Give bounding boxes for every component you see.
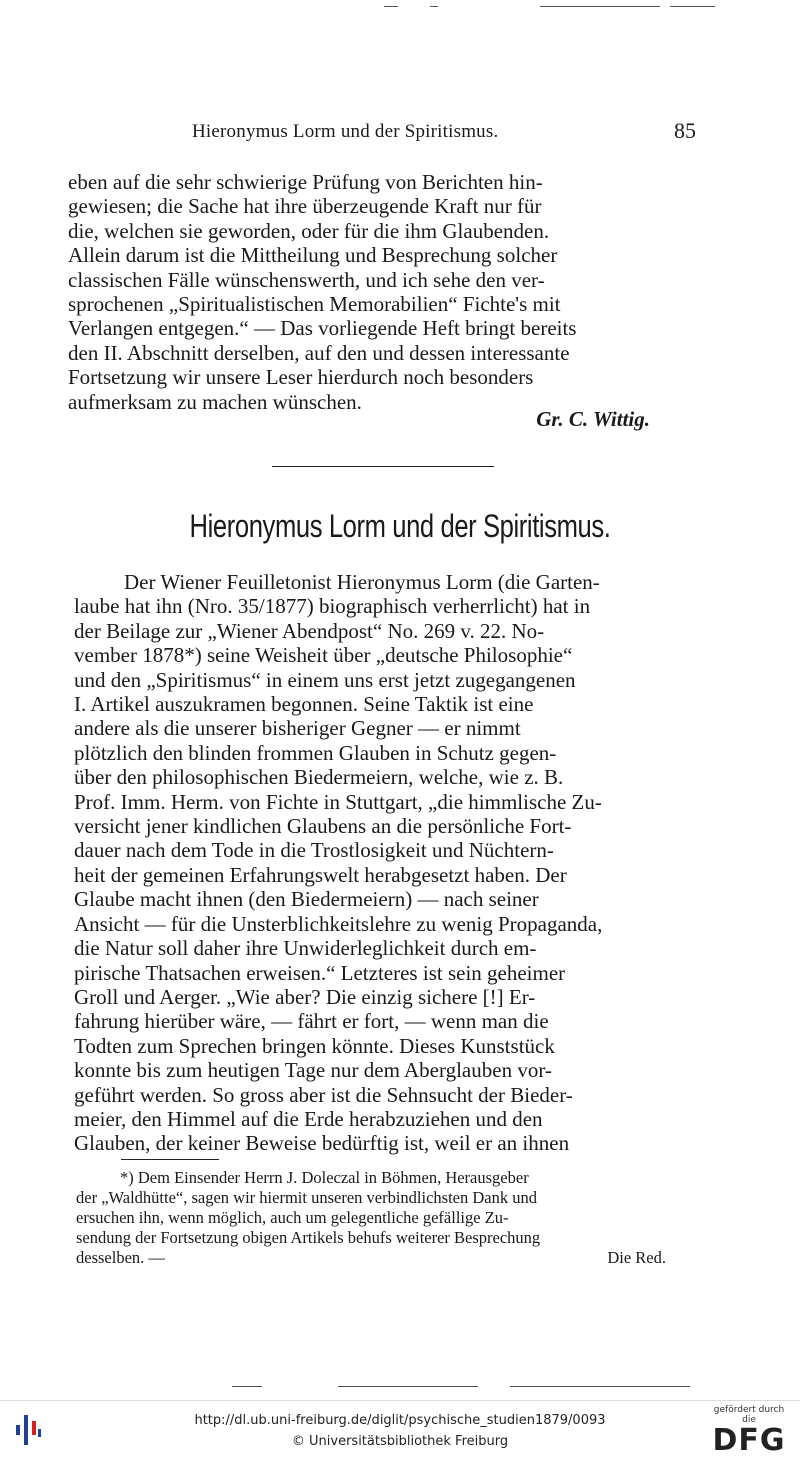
scan-mark (384, 6, 398, 7)
copyright-notice: © Universitätsbibliothek Freiburg (291, 1434, 509, 1449)
text-line: Glauben, der keiner Beweise bedürftig ist, weil er an ihnen (74, 1131, 570, 1156)
footnote-signature: Die Red. (607, 1248, 666, 1267)
text-line: aufmerksam zu machen wünschen. (68, 389, 362, 414)
footnote-line: desselben. — (76, 1248, 165, 1267)
scan-mark (510, 1386, 690, 1387)
text-line: Glaube macht ihnen (den Biedermeiern) — nach seiner (74, 887, 539, 912)
text-line: Allein darum ist die Mittheilung und Besprechung solcher (68, 243, 558, 268)
text-line: gewiesen; die Sache hat ihre überzeugende Kraft nur für (68, 194, 542, 219)
text-line: classischen Fälle wünschenswerth, und ich sehe den ver- (68, 267, 545, 292)
text-line: den II. Abschnitt derselben, auf den und dessen interessante (68, 340, 570, 365)
text-line: plötzlich den blinden frommen Glauben in Schutz gegen- (74, 740, 557, 765)
footnote-line: ersuchen ihn, wenn möglich, auch um gelegentliche gefällige Zu- (76, 1208, 509, 1227)
text-line: Prof. Imm. Herm. von Fichte in Stuttgart, „die himmlische Zu- (74, 789, 602, 814)
text-line: versicht jener kindlichen Glaubens an die persönliche Fort- (74, 814, 572, 839)
article-text (74, 570, 702, 1156)
text-line: meier, den Himmel auf die Erde herabzuziehen und den (74, 1106, 543, 1131)
text-line: fahrung hierüber wäre, — fährt er fort, — wenn man die (74, 1009, 549, 1034)
text-line: Ansicht — für die Unsterblichkeitslehre zu wenig Propaganda, (74, 911, 603, 936)
continuation-text (68, 170, 700, 414)
text-line: dauer nach dem Tode in die Trostlosigkeit und Nüchtern- (74, 838, 554, 863)
section-divider (272, 466, 494, 467)
article-title: Hieronymus Lorm und der Spiritismus. (189, 508, 611, 544)
text-line: I. Artikel auszukramen begonnen. Seine Taktik ist eine (74, 692, 534, 717)
scan-mark (670, 6, 715, 7)
text-line: eben auf die sehr schwierige Prüfung von Berichten hin- (68, 170, 543, 194)
text-line: geführt werden. So gross aber ist die Sehnsucht der Bieder- (74, 1082, 573, 1107)
scan-mark (540, 6, 660, 7)
text-line: Fortsetzung wir unsere Leser hierdurch noch besonders (68, 365, 534, 390)
footnote-line-last (76, 1248, 704, 1268)
text-line: Groll und Aerger. „Wie aber? Die einzig sichere [!] Er- (74, 984, 536, 1009)
footnote (76, 1168, 704, 1268)
text-line: vember 1878*) seine Weisheit über „deutsche Philosophie“ (74, 643, 573, 668)
footnote-line: der „Waldhütte“, sagen wir hiermit unseren verbindlichsten Dank und (76, 1188, 537, 1207)
sponsor-caption: gefördert durch die (713, 1405, 785, 1425)
text-line: heit der gemeinen Erfahrungswelt herabgesetzt haben. Der (74, 862, 567, 887)
footnote-rule (121, 1159, 219, 1160)
text-line: Verlangen entgegen.“ — Das vorliegende Heft bringt bereits (68, 316, 577, 341)
text-line: konnte bis zum heutigen Tage nur dem Aberglauben vor- (74, 1058, 552, 1083)
text-line: pirische Thatsachen erweisen.“ Letzteres ist sein geheimer (74, 960, 566, 985)
footnote-line: sendung der Fortsetzung obigen Artikels behufs weiterer Besprechung (76, 1228, 541, 1247)
text-line: und den „Spiritismus“ in einem uns erst jetzt zugegangenen (74, 667, 576, 692)
editor-signature: Gr. C. Wittig. (536, 407, 650, 431)
footnote-line: *) Dem Einsender Herrn J. Doleczal in Böhmen, Herausgeber (120, 1168, 529, 1187)
dfg-logo (706, 1405, 792, 1457)
text-line: der Beilage zur „Wiener Abendpost“ No. 269 v. 22. No- (74, 618, 545, 643)
text-line: laube hat ihn (Nro. 35/1877) biographisch verherrlicht) hat in (74, 594, 591, 619)
text-line: Todten zum Sprechen bringen könnte. Dieses Kunststück (74, 1033, 555, 1058)
viewer-footer (0, 1400, 800, 1458)
text-line: Der Wiener Feuilletonist Hieronymus Lorm (die Garten- (124, 570, 600, 594)
permalink[interactable]: http://dl.ub.uni-freiburg.de/diglit/psychische_studien1879/0093 (194, 1413, 606, 1428)
scan-mark (232, 1386, 262, 1387)
text-line: über den philosophischen Biedermeiern, welche, wie z. B. (74, 765, 564, 790)
scan-mark (430, 6, 438, 7)
text-line: die, welchen sie geworden, oder für die ihm Glaubenden. (68, 218, 550, 243)
text-line: die Natur soll daher ihre Unwiderleglichkeit durch em- (74, 936, 537, 961)
text-line: andere als die unserer bisheriger Gegner — er nimmt (74, 716, 521, 741)
dfg-logo-text: DFG (712, 1423, 786, 1458)
running-head: Hieronymus Lorm und der Spiritismus. (192, 121, 499, 142)
page-number: 85 (674, 118, 696, 143)
scan-mark (338, 1386, 478, 1387)
text-line: sprochenen „Spiritualistischen Memorabilien“ Fichte's mit (68, 292, 561, 317)
